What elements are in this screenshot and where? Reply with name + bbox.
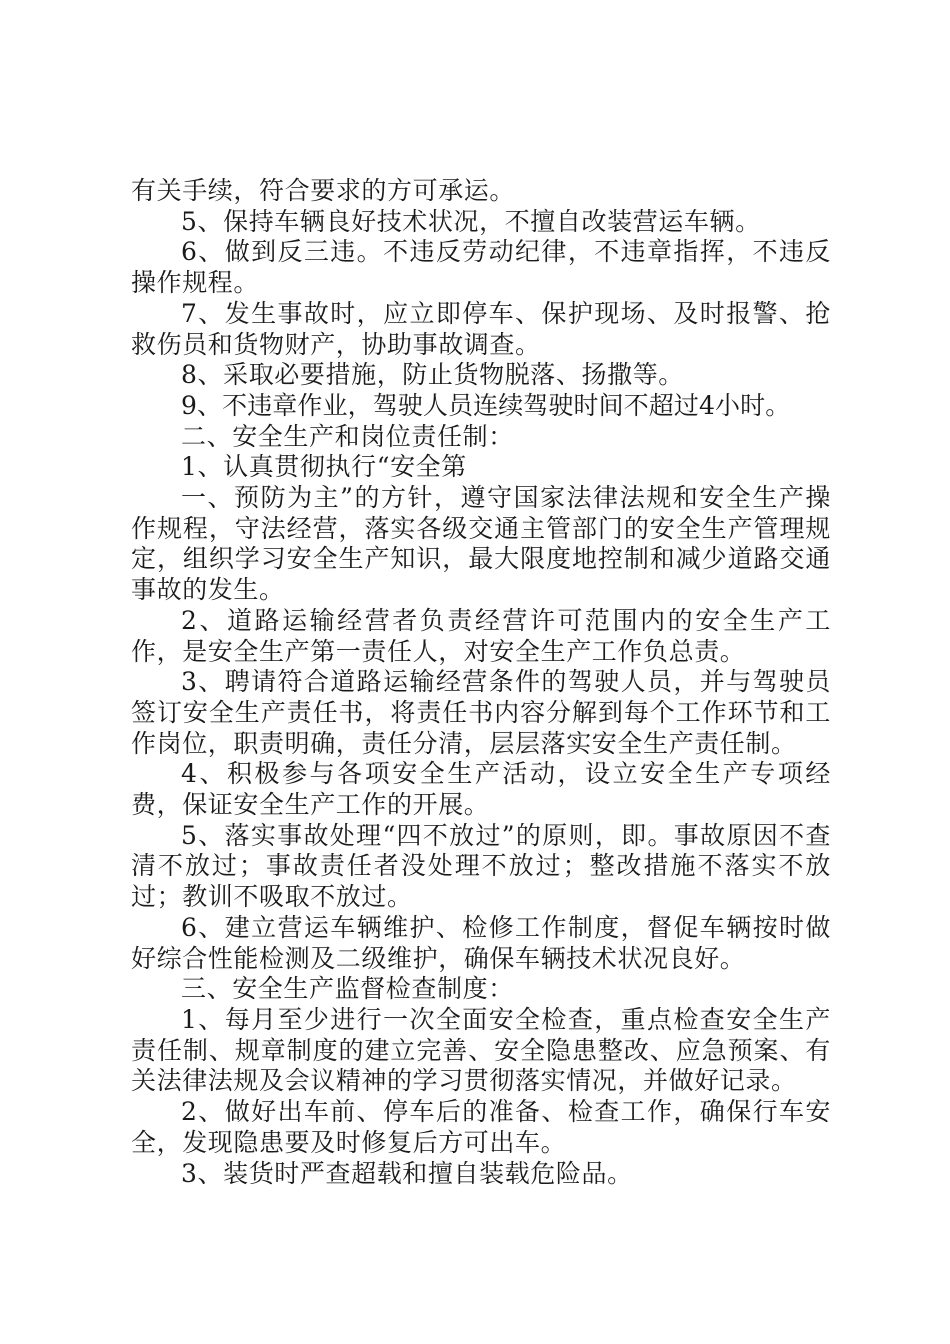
paragraph-item-2-6: 6、建立营运车辆维护、检修工作制度，督促车辆按时做好综合性能检测及二级维护，确保车辆技术状况良好。 bbox=[131, 912, 831, 973]
paragraph-item-3-3: 3、装货时严查超载和擅自装载危险品。 bbox=[181, 1158, 633, 1188]
paragraph-item-2-2: 2、道路运输经营者负责经营许可范围内的安全生产工作，是安全生产第一责任人，对安全生产工作负总责。 bbox=[131, 605, 831, 666]
paragraph-item-3-2: 2、做好出车前、停车后的准备、检查工作，确保行车安全，发现隐患要及时修复后方可出车。 bbox=[131, 1097, 831, 1157]
paragraph-item-2-4: 4、积极参与各项安全生产活动，设立安全生产专项经费，保证安全生产工作的开展。 bbox=[131, 759, 831, 820]
paragraph-continuation: 有关手续，符合要求的方可承运。 bbox=[131, 176, 516, 205]
paragraph-item-2-1-cont: 一、预防为主”的方针，遵守国家法律法规和安全生产操作规程，守法经营，落实各级交通主管部门的安全生产管理规定，组织学习安全生产知识，最大限度地控制和减少道路交通事故的发生。 bbox=[131, 483, 831, 605]
paragraph-item-8: 8、采取必要措施，防止货物脱落、扬撒等。 bbox=[181, 360, 684, 390]
section-heading-2: 二、安全生产和岗位责任制： bbox=[181, 421, 514, 451]
paragraph-item-9: 9、不违章作业，驾驶人员连续驾驶时间不超过4小时。 bbox=[181, 390, 791, 420]
paragraph-item-6: 6、做到反三违。不违反劳动纪律，不违章指挥，不违反操作规程。 bbox=[131, 237, 831, 298]
paragraph-item-3-1: 1、每月至少进行一次全面安全检查，重点检查安全生产责任制、规章制度的建立完善、安全隐患整改、应急预案、有关法律法规及会议精神的学习贯彻落实情况，并做好记录。 bbox=[131, 1004, 831, 1096]
paragraph-item-7: 7、发生事故时，应立即停车、保护现场、及时报警、抢救伤员和货物财产，协助事故调查。 bbox=[131, 298, 831, 359]
section-heading-3: 三、安全生产监督检查制度： bbox=[181, 974, 514, 1004]
paragraph-item-2-1: 1、认真贯彻执行“安全第 bbox=[181, 452, 467, 482]
document-body bbox=[131, 176, 831, 1189]
paragraph-item-5: 5、保持车辆良好技术状况，不擅自改装营运车辆。 bbox=[181, 206, 761, 236]
paragraph-item-2-5: 5、落实事故处理“四不放过”的原则，即。事故原因不查清不放过；事故责任者没处理不放过；整改措施不落实不放过；教训不吸取不放过。 bbox=[131, 820, 831, 912]
paragraph-item-2-3: 3、聘请符合道路运输经营条件的驾驶人员，并与驾驶员签订安全生产责任书，将责任书内容分解到每个工作环节和工作岗位，职责明确，责任分清，层层落实安全生产责任制。 bbox=[131, 667, 831, 758]
